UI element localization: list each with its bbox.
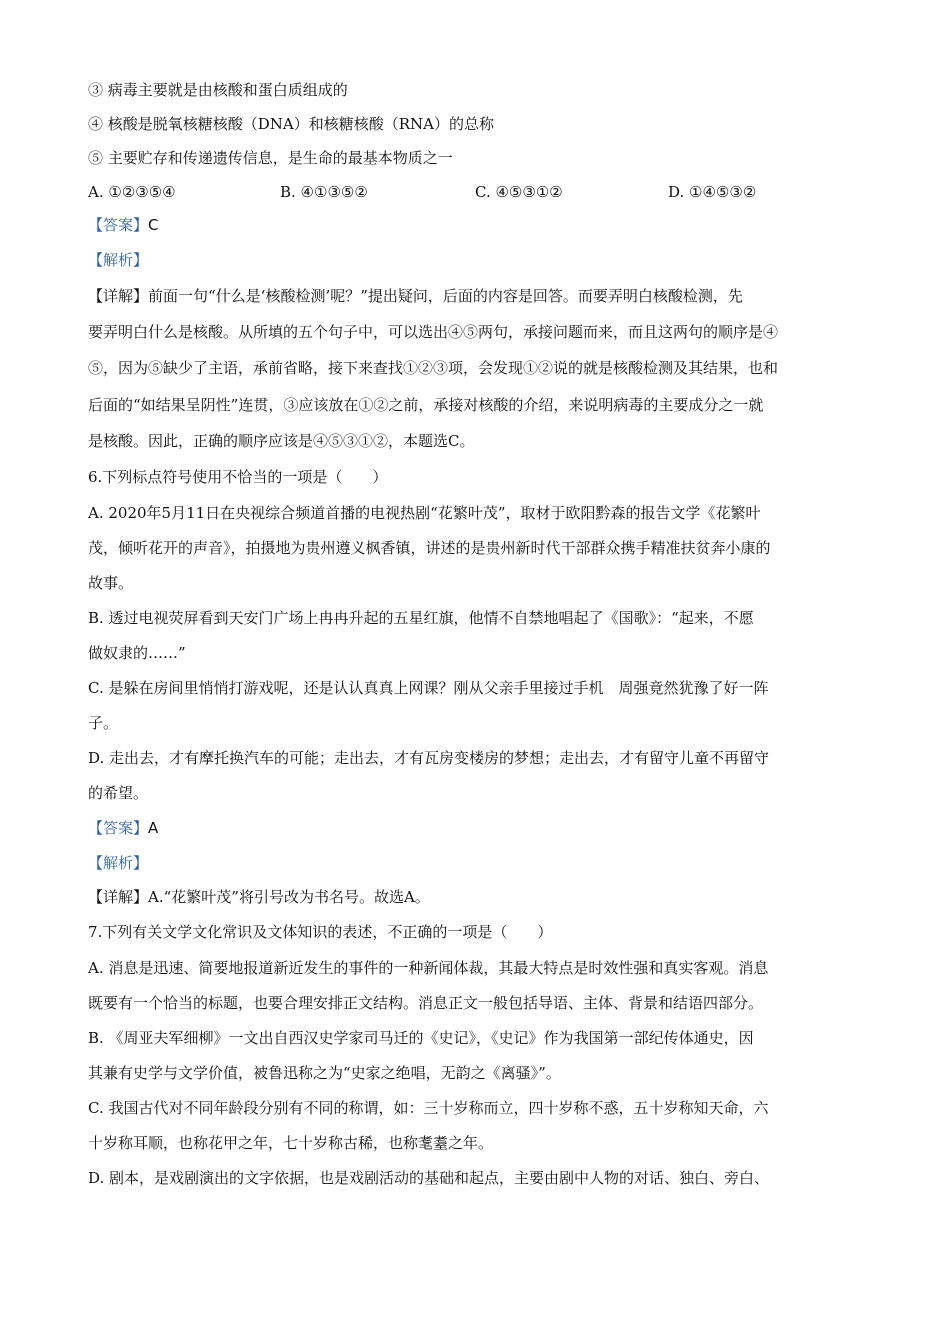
q5-option-c: C. ④⑤③①② (475, 183, 563, 201)
detail-text: 前面一句“什么是‘核酸检测’呢？”提出疑问，后面的内容是回答。而要弄明白核酸检测，先 (148, 287, 743, 305)
detail-tag: 【详解】 (88, 287, 149, 305)
q5-detail-line-1 (88, 286, 743, 306)
detail-tag: 【详解】 (88, 888, 149, 906)
q5-option-a: A. ①②③⑤④ (88, 183, 176, 201)
q6-option-line: A. 2020年5月11日在央视综合频道首播的电视热剧“花繁叶茂”，取材于欧阳黔森的报告文学《花繁叶 (88, 504, 761, 522)
q7-option-line: D. 剧本，是戏剧演出的文字依据，也是戏剧活动的基础和起点，主要由剧中人物的对话、独白、旁白、 (88, 1169, 770, 1187)
q5-detail-line-3: ⑤，因为⑤缺少了主语，承前省略，接下来查找①②③项，会发现①②说的就是核酸检测及其结果，也和 (88, 359, 779, 377)
answer-tag: 【答案】 (88, 216, 149, 234)
q6-option-line: 做奴隶的……” (88, 644, 186, 662)
q7-stem: 7.下列有关文学文化常识及文体知识的表述，不正确的一项是（ ） (88, 923, 553, 941)
q7-option-line: C. 我国古代对不同年龄段分别有不同的称谓，如：三十岁称而立，四十岁称不惑，五十岁称知天命，六 (88, 1099, 769, 1117)
q5-item-4: ④ 核酸是脱氧核糖核酸（DNA）和核糖核酸（RNA）的总称 (88, 115, 495, 133)
q6-option-line: C. 是躲在房间里悄悄打游戏呢，还是认认真真上网课？刚从父亲手里接过手机 周强竟然犹豫了好一阵 (88, 679, 769, 697)
q7-option-line: B. 《周亚夫军细柳》一文出自西汉史学家司马迁的《史记》，《史记》作为我国第一部纪传体通史，因 (88, 1029, 754, 1047)
answer-tag: 【答案】 (88, 819, 149, 837)
q6-option-line: D. 走出去，才有摩托换汽车的可能；走出去，才有瓦房变楼房的梦想；走出去，才有留守儿童不再留守 (88, 749, 770, 767)
q6-option-line: 茂，倾听花开的声音》，拍摄地为贵州遵义枫香镇，讲述的是贵州新时代干部群众携手精准扶贫奔小康的 (88, 539, 771, 557)
q6-detail (88, 887, 430, 907)
detail-text: A.“花繁叶茂”将引号改为书名号。故选A。 (148, 888, 430, 906)
q5-detail-line-4: 后面的“如结果呈阴性”连贯，③应该放在①②之前，承接对核酸的介绍，来说明病毒的主要成分之一就 (88, 396, 764, 414)
q5-item-5: ⑤ 主要贮存和传递遗传信息，是生命的最基本物质之一 (88, 149, 453, 167)
q6-option-line: B. 透过电视荧屏看到天安门广场上冉冉升起的五星红旗，他情不自禁地唱起了《国歌》：“起来，不愿 (88, 609, 754, 627)
q6-option-line: 的希望。 (88, 784, 149, 802)
q5-item-3: ③ 病毒主要就是由核酸和蛋白质组成的 (88, 81, 348, 99)
answer-value: A (148, 819, 159, 837)
q7-option-line: 其兼有史学与文学价值，被鲁迅称之为“史家之绝唱，无韵之《离骚》”。 (88, 1064, 561, 1082)
q7-option-line: 十岁称耳顺，也称花甲之年，七十岁称古稀，也称耄耋之年。 (88, 1134, 494, 1152)
q6-stem: 6.下列标点符号使用不恰当的一项是（ ） (88, 468, 388, 486)
q7-option-line: 既要有一个恰当的标题，也要合理安排正文结构。消息正文一般包括导语、主体、背景和结语四部分。 (88, 994, 764, 1012)
q5-detail-line-2: 要弄明白什么是核酸。从所填的五个句子中，可以选出④⑤两句，承接问题而来，而且这两句的顺序是④ (88, 323, 779, 341)
q7-option-line: A. 消息是迅速、简要地报道新近发生的事件的一种新闻体裁，其最大特点是时效性强和真实客观。消息 (88, 959, 769, 977)
q5-option-b: B. ④①③⑤② (280, 183, 368, 201)
q6-option-line: 子。 (88, 714, 119, 732)
q5-option-d: D. ①④⑤③② (668, 183, 757, 201)
q6-answer (88, 818, 158, 838)
q5-answer (88, 215, 159, 235)
q5-detail-line-5: 是核酸。因此，正确的顺序应该是④⑤③①②，本题选C。 (88, 432, 475, 450)
answer-value: C (148, 216, 159, 234)
q6-option-line: 故事。 (88, 574, 134, 592)
q6-analysis-tag: 【解析】 (88, 854, 149, 872)
q5-analysis-tag: 【解析】 (88, 251, 149, 269)
